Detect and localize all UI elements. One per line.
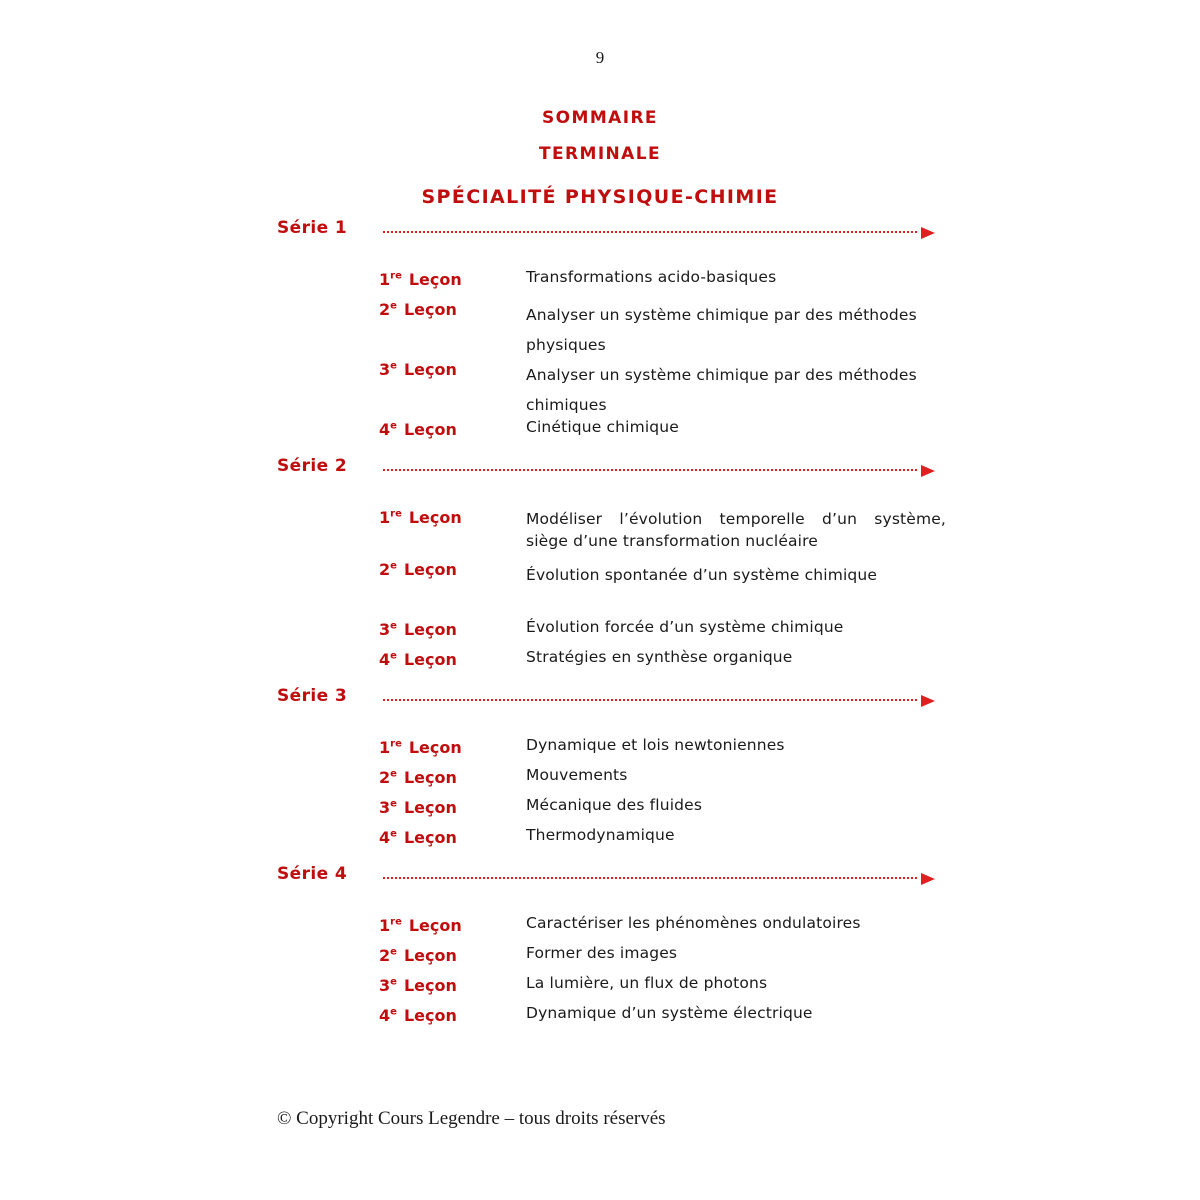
lesson-word: Leçon: [408, 916, 462, 935]
lesson-label: [379, 738, 519, 757]
lesson-ordinal: 2: [379, 768, 391, 787]
lesson-ordinal: 4: [379, 650, 391, 669]
lesson-title: Évolution forcée d’un système chimique: [526, 618, 844, 636]
lesson-label: [379, 300, 519, 319]
arrow-head-icon: [921, 227, 935, 239]
lesson-ordinal: 1: [379, 916, 391, 935]
lesson-row: [0, 270, 1200, 300]
lesson-label: [379, 916, 519, 935]
lesson-ordinal-suffix: e: [390, 1006, 397, 1018]
lesson-label: [379, 828, 519, 847]
lesson-ordinal-suffix: e: [390, 798, 397, 810]
lesson-ordinal-suffix: e: [390, 420, 397, 432]
lesson-label: [379, 976, 519, 995]
lesson-word: Leçon: [403, 620, 457, 639]
lesson-ordinal-suffix: e: [390, 620, 397, 632]
lesson-ordinal-suffix: e: [390, 650, 397, 662]
lesson-row: [0, 828, 1200, 858]
serie-block: [0, 451, 1200, 681]
lesson-ordinal: 2: [379, 300, 391, 319]
lesson-label: [379, 946, 519, 965]
lesson-row: [0, 508, 1200, 560]
lesson-label: [379, 508, 519, 527]
lesson-row: [0, 560, 1200, 620]
lesson-row: [0, 650, 1200, 680]
lesson-row: [0, 976, 1200, 1006]
lesson-ordinal: 2: [379, 560, 391, 579]
lesson-ordinal-suffix: e: [390, 360, 397, 372]
serie-header-row: [0, 451, 1200, 487]
serie-label: Série 2: [277, 456, 348, 476]
serie-label: Série 1: [277, 218, 348, 238]
serie-label: Série 3: [277, 686, 348, 706]
lesson-ordinal-suffix: e: [390, 828, 397, 840]
lesson-row: [0, 420, 1200, 450]
lesson-label: [379, 798, 519, 817]
serie-header-row: [0, 213, 1200, 249]
arrow-head-icon: [921, 695, 935, 707]
lesson-row: [0, 916, 1200, 946]
lesson-title: Thermodynamique: [526, 826, 675, 844]
lesson-ordinal-suffix: re: [390, 738, 402, 750]
serie-arrow: [383, 873, 935, 885]
lesson-ordinal: 1: [379, 270, 391, 289]
lesson-ordinal: 3: [379, 798, 391, 817]
lesson-word: Leçon: [403, 560, 457, 579]
serie-block: [0, 681, 1200, 859]
lesson-word: Leçon: [403, 650, 457, 669]
lesson-row: [0, 768, 1200, 798]
lesson-ordinal-suffix: e: [390, 768, 397, 780]
summary-content: [0, 213, 1200, 1036]
title-block: [0, 108, 1200, 208]
lesson-title: Transformations acido-basiques: [526, 268, 777, 286]
arrow-shaft: [383, 877, 917, 879]
lesson-row: [0, 620, 1200, 650]
lesson-row: [0, 1006, 1200, 1036]
document-title: SOMMAIRE: [542, 108, 658, 128]
arrow-head-icon: [921, 873, 935, 885]
lesson-row: [0, 798, 1200, 828]
lesson-ordinal: 3: [379, 620, 391, 639]
lesson-ordinal: 3: [379, 976, 391, 995]
lesson-list: [0, 738, 1200, 858]
lesson-word: Leçon: [403, 798, 457, 817]
lesson-ordinal: 4: [379, 1006, 391, 1025]
lesson-ordinal: 1: [379, 508, 391, 527]
serie-block: [0, 213, 1200, 451]
lesson-word: Leçon: [408, 508, 462, 527]
lesson-ordinal: 3: [379, 360, 391, 379]
serie-arrow: [383, 695, 935, 707]
lesson-label: [379, 270, 519, 289]
lesson-word: Leçon: [403, 828, 457, 847]
arrow-shaft: [383, 231, 917, 233]
lesson-word: Leçon: [403, 1006, 457, 1025]
lesson-row: [0, 946, 1200, 976]
lesson-title-line: siège d’une transformation nucléaire: [526, 532, 818, 550]
lesson-ordinal-suffix: e: [390, 946, 397, 958]
lesson-title: Analyser un système chimique par des méthodes chimiques: [526, 366, 917, 414]
lesson-label: [379, 768, 519, 787]
lesson-title: Dynamique d’un système électrique: [526, 1004, 813, 1022]
lesson-title: Évolution spontanée d’un système chimique: [526, 566, 878, 584]
lesson-list: [0, 916, 1200, 1036]
lesson-row: [0, 300, 1200, 360]
lesson-ordinal-suffix: re: [390, 508, 402, 520]
arrow-shaft: [383, 699, 917, 701]
arrow-shaft: [383, 469, 917, 471]
serie-block: [0, 859, 1200, 1036]
arrow-head-icon: [921, 465, 935, 477]
lesson-title: [526, 508, 946, 552]
lesson-title: Mouvements: [526, 766, 628, 784]
lesson-title: Mécanique des fluides: [526, 796, 703, 814]
lesson-label: [379, 560, 519, 579]
lesson-label: [379, 1006, 519, 1025]
lesson-list: [0, 508, 1200, 680]
lesson-word: Leçon: [403, 976, 457, 995]
lesson-title: Analyser un système chimique par des méthodes physiques: [526, 306, 917, 354]
lesson-title: Former des images: [526, 944, 678, 962]
lesson-word: Leçon: [403, 420, 457, 439]
lesson-ordinal-suffix: re: [390, 270, 402, 282]
lesson-title: Dynamique et lois newtoniennes: [526, 736, 785, 754]
lesson-row: [0, 360, 1200, 420]
lesson-word: Leçon: [403, 768, 457, 787]
serie-label: Série 4: [277, 864, 348, 884]
lesson-ordinal: 4: [379, 828, 391, 847]
serie-arrow: [383, 227, 935, 239]
lesson-label: [379, 650, 519, 669]
lesson-label: [379, 360, 519, 379]
lesson-ordinal-suffix: re: [390, 916, 402, 928]
lesson-title-line: Modéliser l’évolution temporelle d’un système,: [526, 510, 946, 528]
document-level: TERMINALE: [539, 144, 661, 164]
lesson-ordinal-suffix: e: [390, 300, 397, 312]
lesson-ordinal: 2: [379, 946, 391, 965]
lesson-word: Leçon: [403, 300, 457, 319]
lesson-ordinal: 4: [379, 420, 391, 439]
page-number: 9: [595, 48, 605, 67]
serie-header-row: [0, 859, 1200, 895]
lesson-word: Leçon: [403, 946, 457, 965]
lesson-ordinal-suffix: e: [390, 976, 397, 988]
lesson-title: Caractériser les phénomènes ondulatoires: [526, 914, 861, 932]
lesson-word: Leçon: [408, 270, 462, 289]
lesson-word: Leçon: [403, 360, 457, 379]
serie-arrow: [383, 465, 935, 477]
lesson-title: La lumière, un flux de photons: [526, 974, 768, 992]
lesson-list: [0, 270, 1200, 450]
lesson-ordinal-suffix: e: [390, 560, 397, 572]
serie-header-row: [0, 681, 1200, 717]
copyright-footer: © Copyright Cours Legendre – tous droits réservés: [277, 1108, 666, 1129]
lesson-row: [0, 738, 1200, 768]
document-specialty: SPÉCIALITÉ PHYSIQUE-CHIMIE: [421, 186, 779, 208]
lesson-title: Cinétique chimique: [526, 418, 679, 436]
lesson-label: [379, 420, 519, 439]
lesson-word: Leçon: [408, 738, 462, 757]
lesson-ordinal: 1: [379, 738, 391, 757]
lesson-title: Stratégies en synthèse organique: [526, 648, 793, 666]
lesson-label: [379, 620, 519, 639]
